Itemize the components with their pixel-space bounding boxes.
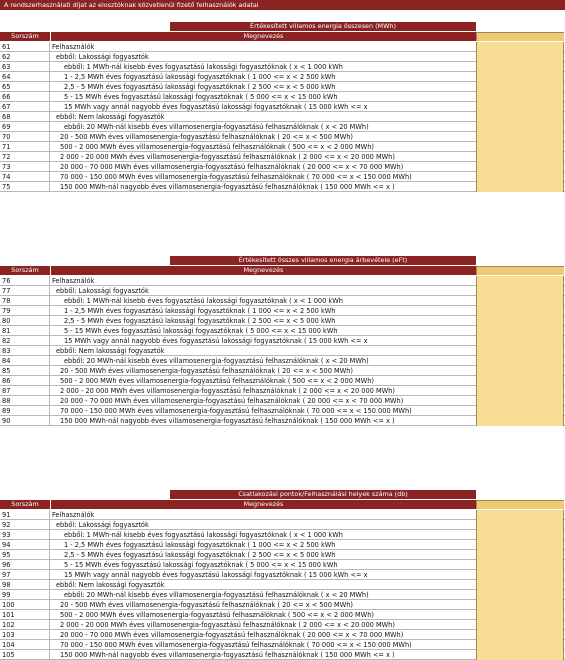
value-input-cell[interactable] bbox=[476, 52, 564, 62]
row-number: 67 bbox=[0, 102, 50, 112]
row-label: 15 MWh vagy annál nagyobb éves fogyasztású lakossági fogyasztóknak ( 15 000 kWh <= x bbox=[64, 337, 368, 345]
row-number: 93 bbox=[0, 530, 50, 540]
row-label: 2,5 - 5 MWh éves fogyasztású lakossági fogyasztóknak ( 2 500 <= x < 5 000 kWh bbox=[64, 83, 336, 91]
table-row bbox=[0, 92, 565, 102]
table-row bbox=[0, 580, 565, 590]
row-label: ebből: Lakossági fogyasztók bbox=[56, 287, 149, 295]
table-row bbox=[0, 510, 565, 520]
table-row bbox=[0, 72, 565, 82]
value-input-cell[interactable] bbox=[476, 590, 564, 600]
row-number: 68 bbox=[0, 112, 50, 122]
table-header bbox=[0, 266, 565, 275]
row-label: 70 000 - 150 000 MWh éves villamosenergia-fogyasztású felhasználóknak ( 70 000 <= x < 150 000 MWh) bbox=[60, 407, 412, 415]
table-row bbox=[0, 396, 565, 406]
table-row bbox=[0, 650, 565, 660]
row-number: 66 bbox=[0, 92, 50, 102]
column-header-sorszam: Sorszám bbox=[0, 32, 50, 41]
row-label: ebből: Nem lakossági fogyasztók bbox=[56, 113, 165, 121]
value-input-cell[interactable] bbox=[476, 620, 564, 630]
row-number: 62 bbox=[0, 52, 50, 62]
value-input-cell[interactable] bbox=[476, 62, 564, 72]
value-input-cell[interactable] bbox=[476, 386, 564, 396]
row-label: 2,5 - 5 MWh éves fogyasztású lakossági fogyasztóknak ( 2 500 <= x < 5 000 kWh bbox=[64, 551, 336, 559]
row-number: 69 bbox=[0, 122, 50, 132]
table-row bbox=[0, 296, 565, 306]
value-input-cell[interactable] bbox=[476, 376, 564, 386]
row-label: 70 000 - 150 000 MWh éves villamosenergia-fogyasztású felhasználóknak ( 70 000 <= x < 150 000 MWh) bbox=[60, 173, 412, 181]
table-row bbox=[0, 560, 565, 570]
row-number: 89 bbox=[0, 406, 50, 416]
table-row bbox=[0, 386, 565, 396]
row-label: ebből: 1 MWh-nál kisebb éves fogyasztású lakossági fogyasztóknak ( x < 1 000 kWh bbox=[64, 531, 343, 539]
section-title: Csatlakozási pontok/Felhasználási helyek száma (db) bbox=[170, 490, 476, 499]
table-row bbox=[0, 112, 565, 122]
row-label: 2 000 - 20 000 MWh éves villamosenergia-fogyasztású felhasználóknak ( 2 000 <= x < 20 000 MWh) bbox=[60, 153, 395, 161]
table-row bbox=[0, 142, 565, 152]
table-row bbox=[0, 620, 565, 630]
row-number: 104 bbox=[0, 640, 50, 650]
row-label: 20 - 500 MWh éves villamosenergia-fogyasztású felhasználóknak ( 20 <= x < 500 MWh) bbox=[60, 367, 353, 375]
row-label: 70 000 - 150 000 MWh éves villamosenergia-fogyasztású felhasználóknak ( 70 000 <= x < 150 000 MWh) bbox=[60, 641, 412, 649]
table-row bbox=[0, 346, 565, 356]
table-row bbox=[0, 376, 565, 386]
table-row bbox=[0, 520, 565, 530]
table-row bbox=[0, 530, 565, 540]
section-title: Értékesített összes villamos energia árbevétele (eFt) bbox=[170, 256, 476, 265]
column-header-value bbox=[476, 32, 564, 41]
value-input-cell[interactable] bbox=[476, 286, 564, 296]
value-input-cell[interactable] bbox=[476, 72, 564, 82]
value-input-cell[interactable] bbox=[476, 142, 564, 152]
row-label: 1 - 2,5 MWh éves fogyasztású lakossági fogyasztóknak ( 1 000 <= x < 2 500 kWh bbox=[64, 541, 336, 549]
value-input-cell[interactable] bbox=[476, 92, 564, 102]
row-number: 99 bbox=[0, 590, 50, 600]
row-number: 72 bbox=[0, 152, 50, 162]
value-input-cell[interactable] bbox=[476, 276, 564, 286]
value-input-cell[interactable] bbox=[476, 406, 564, 416]
table-row bbox=[0, 82, 565, 92]
value-input-cell[interactable] bbox=[476, 650, 564, 660]
row-label: ebből: Lakossági fogyasztók bbox=[56, 53, 149, 61]
row-number: 70 bbox=[0, 132, 50, 142]
value-input-cell[interactable] bbox=[476, 580, 564, 590]
row-number: 79 bbox=[0, 306, 50, 316]
value-input-cell[interactable] bbox=[476, 152, 564, 162]
table-row bbox=[0, 162, 565, 172]
table-row bbox=[0, 172, 565, 182]
table-header bbox=[0, 32, 565, 41]
row-label: 2 000 - 20 000 MWh éves villamosenergia-fogyasztású felhasználóknak ( 2 000 <= x < 20 000 MWh) bbox=[60, 621, 395, 629]
row-label: Felhasználók bbox=[52, 277, 95, 285]
table-row bbox=[0, 52, 565, 62]
row-label: 20 - 500 MWh éves villamosenergia-fogyasztású felhasználóknak ( 20 <= x < 500 MWh) bbox=[60, 133, 353, 141]
value-input-cell[interactable] bbox=[476, 42, 564, 52]
row-label: 5 - 15 MWh éves fogyasztású lakossági fogyasztóknak ( 5 000 <= x < 15 000 kWh bbox=[64, 93, 338, 101]
value-input-cell[interactable] bbox=[476, 306, 564, 316]
value-input-cell[interactable] bbox=[476, 640, 564, 650]
table-row bbox=[0, 316, 565, 326]
row-label: 1 - 2,5 MWh éves fogyasztású lakossági fogyasztóknak ( 1 000 <= x < 2 500 kWh bbox=[64, 73, 336, 81]
row-number: 86 bbox=[0, 376, 50, 386]
table-row bbox=[0, 62, 565, 72]
row-number: 77 bbox=[0, 286, 50, 296]
row-number: 61 bbox=[0, 42, 50, 52]
row-number: 105 bbox=[0, 650, 50, 660]
row-label: 20 - 500 MWh éves villamosenergia-fogyasztású felhasználóknak ( 20 <= x < 500 MWh) bbox=[60, 601, 353, 609]
value-input-cell[interactable] bbox=[476, 510, 564, 520]
row-label: ebből: 20 MWh-nál kisebb éves villamosenergia-fogyasztású felhasználóknak ( x < 20 MWh) bbox=[64, 591, 369, 599]
table-row bbox=[0, 640, 565, 650]
row-number: 64 bbox=[0, 72, 50, 82]
row-label: Felhasználók bbox=[52, 43, 95, 51]
row-number: 83 bbox=[0, 346, 50, 356]
value-input-cell[interactable] bbox=[476, 316, 564, 326]
row-number: 80 bbox=[0, 316, 50, 326]
row-label: ebből: Nem lakossági fogyasztók bbox=[56, 581, 165, 589]
value-input-cell[interactable] bbox=[476, 82, 564, 92]
row-number: 71 bbox=[0, 142, 50, 152]
row-label: 150 000 MWh-nál nagyobb éves villamosenergia-fogyasztású felhasználóknak ( 150 000 MWh <= x ) bbox=[60, 183, 395, 191]
row-label: 2,5 - 5 MWh éves fogyasztású lakossági fogyasztóknak ( 2 500 <= x < 5 000 kWh bbox=[64, 317, 336, 325]
row-number: 63 bbox=[0, 62, 50, 72]
table-row bbox=[0, 276, 565, 286]
value-input-cell[interactable] bbox=[476, 182, 564, 192]
value-input-cell[interactable] bbox=[476, 356, 564, 366]
row-number: 91 bbox=[0, 510, 50, 520]
value-input-cell[interactable] bbox=[476, 570, 564, 580]
table-row bbox=[0, 102, 565, 112]
row-number: 82 bbox=[0, 336, 50, 346]
table-row bbox=[0, 132, 565, 142]
value-input-cell[interactable] bbox=[476, 122, 564, 132]
column-header-value bbox=[476, 500, 564, 509]
column-header-sorszam: Sorszám bbox=[0, 266, 50, 275]
table-row bbox=[0, 286, 565, 296]
table-row bbox=[0, 356, 565, 366]
row-label: 500 - 2 000 MWh éves villamosenergia-fogyasztású felhasználóknak ( 500 <= x < 2 000 MWh) bbox=[60, 377, 374, 385]
value-input-cell[interactable] bbox=[476, 112, 564, 122]
row-number: 101 bbox=[0, 610, 50, 620]
value-input-cell[interactable] bbox=[476, 520, 564, 530]
row-label: 5 - 15 MWh éves fogyasztású lakossági fogyasztóknak ( 5 000 <= x < 15 000 kWh bbox=[64, 327, 338, 335]
row-number: 75 bbox=[0, 182, 50, 192]
row-number: 97 bbox=[0, 570, 50, 580]
row-number: 92 bbox=[0, 520, 50, 530]
row-number: 95 bbox=[0, 550, 50, 560]
row-number: 74 bbox=[0, 172, 50, 182]
value-input-cell[interactable] bbox=[476, 610, 564, 620]
column-header-megnevezes: Megnevezés bbox=[50, 32, 476, 41]
value-input-cell[interactable] bbox=[476, 560, 564, 570]
table-row bbox=[0, 42, 565, 52]
value-input-cell[interactable] bbox=[476, 550, 564, 560]
row-number: 90 bbox=[0, 416, 50, 426]
table-row bbox=[0, 326, 565, 336]
row-label: 20 000 - 70 000 MWh éves villamosenergia-fogyasztású felhasználóknak ( 20 000 <= x < 70 000 MWh) bbox=[60, 397, 404, 405]
value-input-cell[interactable] bbox=[476, 600, 564, 610]
value-input-cell[interactable] bbox=[476, 132, 564, 142]
value-input-cell[interactable] bbox=[476, 172, 564, 182]
row-number: 65 bbox=[0, 82, 50, 92]
row-number: 85 bbox=[0, 366, 50, 376]
row-number: 96 bbox=[0, 560, 50, 570]
section-title: Értékesített villamos energia összesen (MWh) bbox=[170, 22, 476, 31]
table-row bbox=[0, 550, 565, 560]
table-row bbox=[0, 336, 565, 346]
row-label: 20 000 - 70 000 MWh éves villamosenergia-fogyasztású felhasználóknak ( 20 000 <= x < 70 000 MWh) bbox=[60, 163, 404, 171]
row-label: ebből: 1 MWh-nál kisebb éves fogyasztású lakossági fogyasztóknak ( x < 1 000 kWh bbox=[64, 297, 343, 305]
value-input-cell[interactable] bbox=[476, 396, 564, 406]
row-number: 84 bbox=[0, 356, 50, 366]
row-label: 15 MWh vagy annál nagyobb éves fogyasztású lakossági fogyasztóknak ( 15 000 kWh <= x bbox=[64, 103, 368, 111]
row-label: ebből: 20 MWh-nál kisebb éves villamosenergia-fogyasztású felhasználóknak ( x < 20 MWh) bbox=[64, 123, 369, 131]
row-label: 150 000 MWh-nál nagyobb éves villamosenergia-fogyasztású felhasználóknak ( 150 000 MWh <= x ) bbox=[60, 417, 395, 425]
column-header-value bbox=[476, 266, 564, 275]
row-number: 73 bbox=[0, 162, 50, 172]
table-row bbox=[0, 590, 565, 600]
value-input-cell[interactable] bbox=[476, 326, 564, 336]
row-label: 2 000 - 20 000 MWh éves villamosenergia-fogyasztású felhasználóknak ( 2 000 <= x < 20 000 MWh) bbox=[60, 387, 395, 395]
value-input-cell[interactable] bbox=[476, 630, 564, 640]
table-row bbox=[0, 406, 565, 416]
table-row bbox=[0, 306, 565, 316]
page-banner: A rendszerhasználati díjat az elosztóknak közvetlenül fizető felhasználók adatai bbox=[0, 0, 565, 10]
value-input-cell[interactable] bbox=[476, 102, 564, 112]
table-row bbox=[0, 416, 565, 426]
row-number: 76 bbox=[0, 276, 50, 286]
row-label: ebből: Lakossági fogyasztók bbox=[56, 521, 149, 529]
row-number: 81 bbox=[0, 326, 50, 336]
row-label: 150 000 MWh-nál nagyobb éves villamosenergia-fogyasztású felhasználóknak ( 150 000 MWh <= x ) bbox=[60, 651, 395, 659]
row-label: 1 - 2,5 MWh éves fogyasztású lakossági fogyasztóknak ( 1 000 <= x < 2 500 kWh bbox=[64, 307, 336, 315]
table-row bbox=[0, 600, 565, 610]
row-label: 5 - 15 MWh éves fogyasztású lakossági fogyasztóknak ( 5 000 <= x < 15 000 kWh bbox=[64, 561, 338, 569]
value-input-cell[interactable] bbox=[476, 296, 564, 306]
row-label: 15 MWh vagy annál nagyobb éves fogyasztású lakossági fogyasztóknak ( 15 000 kWh <= x bbox=[64, 571, 368, 579]
row-number: 98 bbox=[0, 580, 50, 590]
value-input-cell[interactable] bbox=[476, 346, 564, 356]
value-input-cell[interactable] bbox=[476, 416, 564, 426]
table-row bbox=[0, 152, 565, 162]
table-row bbox=[0, 182, 565, 192]
row-label: 20 000 - 70 000 MWh éves villamosenergia-fogyasztású felhasználóknak ( 20 000 <= x < 70 000 MWh) bbox=[60, 631, 404, 639]
value-input-cell[interactable] bbox=[476, 162, 564, 172]
row-label: 500 - 2 000 MWh éves villamosenergia-fogyasztású felhasználóknak ( 500 <= x < 2 000 MWh) bbox=[60, 611, 374, 619]
row-number: 87 bbox=[0, 386, 50, 396]
row-label: ebből: 20 MWh-nál kisebb éves villamosenergia-fogyasztású felhasználóknak ( x < 20 MWh) bbox=[64, 357, 369, 365]
row-number: 88 bbox=[0, 396, 50, 406]
table-row bbox=[0, 122, 565, 132]
table-header bbox=[0, 500, 565, 509]
row-label: ebből: 1 MWh-nál kisebb éves fogyasztású lakossági fogyasztóknak ( x < 1 000 kWh bbox=[64, 63, 343, 71]
value-input-cell[interactable] bbox=[476, 540, 564, 550]
row-number: 102 bbox=[0, 620, 50, 630]
row-number: 103 bbox=[0, 630, 50, 640]
row-number: 94 bbox=[0, 540, 50, 550]
table-row bbox=[0, 630, 565, 640]
row-number: 78 bbox=[0, 296, 50, 306]
table-row bbox=[0, 570, 565, 580]
row-number: 100 bbox=[0, 600, 50, 610]
row-label: Felhasználók bbox=[52, 511, 95, 519]
column-header-sorszam: Sorszám bbox=[0, 500, 50, 509]
row-label: ebből: Nem lakossági fogyasztók bbox=[56, 347, 165, 355]
row-label: 500 - 2 000 MWh éves villamosenergia-fogyasztású felhasználóknak ( 500 <= x < 2 000 MWh) bbox=[60, 143, 374, 151]
table-row bbox=[0, 366, 565, 376]
column-header-megnevezes: Megnevezés bbox=[50, 500, 476, 509]
table-row bbox=[0, 610, 565, 620]
value-input-cell[interactable] bbox=[476, 530, 564, 540]
value-input-cell[interactable] bbox=[476, 366, 564, 376]
value-input-cell[interactable] bbox=[476, 336, 564, 346]
column-header-megnevezes: Megnevezés bbox=[50, 266, 476, 275]
table-row bbox=[0, 540, 565, 550]
